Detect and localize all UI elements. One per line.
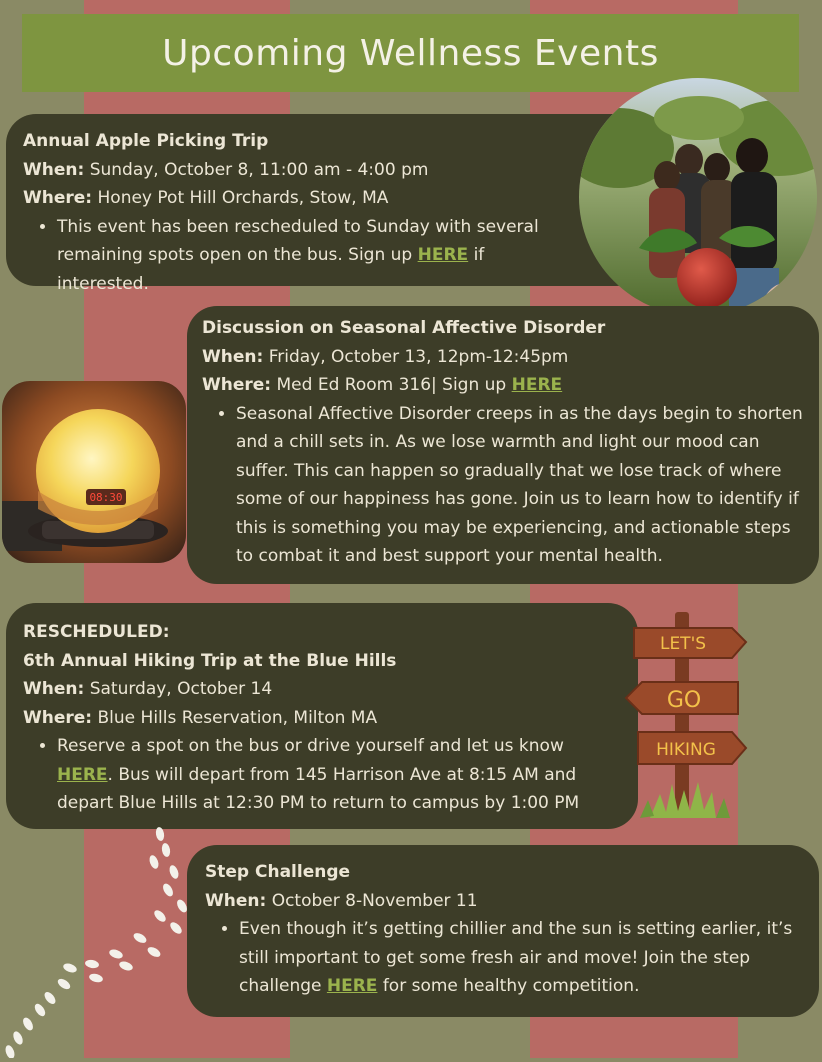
when-value: Saturday, October 14 [89,679,273,699]
where-value: Honey Pot Hill Orchards, Stow, MA [97,188,389,208]
when-value: Friday, October 13, 12pm-12:45pm [268,346,569,367]
event-title: 6th Annual Hiking Trip at the Blue Hills [23,650,397,671]
event-where [23,704,618,733]
event-where [202,371,811,400]
event-details [202,400,811,571]
event-details [23,732,618,818]
where-label: Where: [202,375,272,395]
apple-picking-photo [579,78,817,316]
event-details [23,213,556,299]
event-title: Step Challenge [205,862,351,882]
sign-word: GO [666,688,702,713]
footprints-illustration [0,820,200,1058]
event-detail-item: • Seasonal Affective Disorder creeps in as the days begin to shorten and a chill sets in. As we lose warmth and light our mood can suffer. This can happen so gradually that we lose track of where some of our happiness has gone. Join us to learn how to identify if this is something you may be experiencing, and actionable steps to combat it and best support your mental health. [236,400,811,571]
where-value: Blue Hills Reservation, Milton MA [97,707,378,728]
signup-link[interactable]: HERE [326,976,378,996]
event-status: RESCHEDULED: [23,622,170,642]
event-card-apple-picking [6,114,646,294]
when-label: When: [205,890,267,911]
when-value: Sunday, October 8, 11:00 am - 4:00 pm [89,159,429,180]
sign-word: HIKING [656,740,716,760]
when-label: When: [23,159,85,180]
sign-word: LET'S [659,634,707,654]
event-detail-item [57,213,556,299]
where-label: Where: [23,188,93,208]
event-detail-item [57,732,618,818]
when-value: October 8-November 11 [271,890,478,911]
when-label: When: [23,679,85,699]
event-when [23,156,556,185]
event-where [23,184,556,213]
detail-text: for some healthy competition. [377,976,640,996]
event-card-hiking-trip [6,603,638,829]
event-when [205,887,803,916]
signup-link[interactable]: HERE [57,764,108,785]
sunrise-lamp-photo [2,381,186,563]
where-label: Where: [23,707,93,728]
signup-link[interactable]: HERE [511,375,563,395]
event-title: Discussion on Seasonal Affective Disorder [202,318,606,338]
page-title: Upcoming Wellness Events [162,32,659,74]
detail-text: Reserve a spot on the bus or drive yourself and let us know [57,736,564,756]
detail-text: if interested. [57,245,485,294]
detail-text: This event has been rescheduled to Sunday with several remaining spots open on the bus. Sign up [57,216,539,265]
event-detail-item [239,915,803,1001]
hiking-signpost-illustration [620,606,755,821]
event-details [205,915,803,1001]
when-label: When: [202,346,264,367]
svg-text:08:30: 08:30 [89,491,123,504]
event-title: Annual Apple Picking Trip [23,131,269,151]
detail-text: Even though it’s getting chillier and the sun is setting earlier, it’s still important to get some fresh air and move! Join the step challenge [239,919,793,996]
event-when [202,343,811,372]
event-card-step-challenge [187,845,819,1017]
where-value: Med Ed Room 316| Sign up [276,375,512,395]
signup-link[interactable]: HERE [417,245,469,265]
detail-text: . Bus will depart from 145 Harrison Ave at 8:15 AM and depart Blue Hills at 12:30 PM to return to campus by 1:00 PM [57,764,580,813]
event-card-seasonal-affective-disorder [187,306,819,584]
event-when [23,675,618,704]
